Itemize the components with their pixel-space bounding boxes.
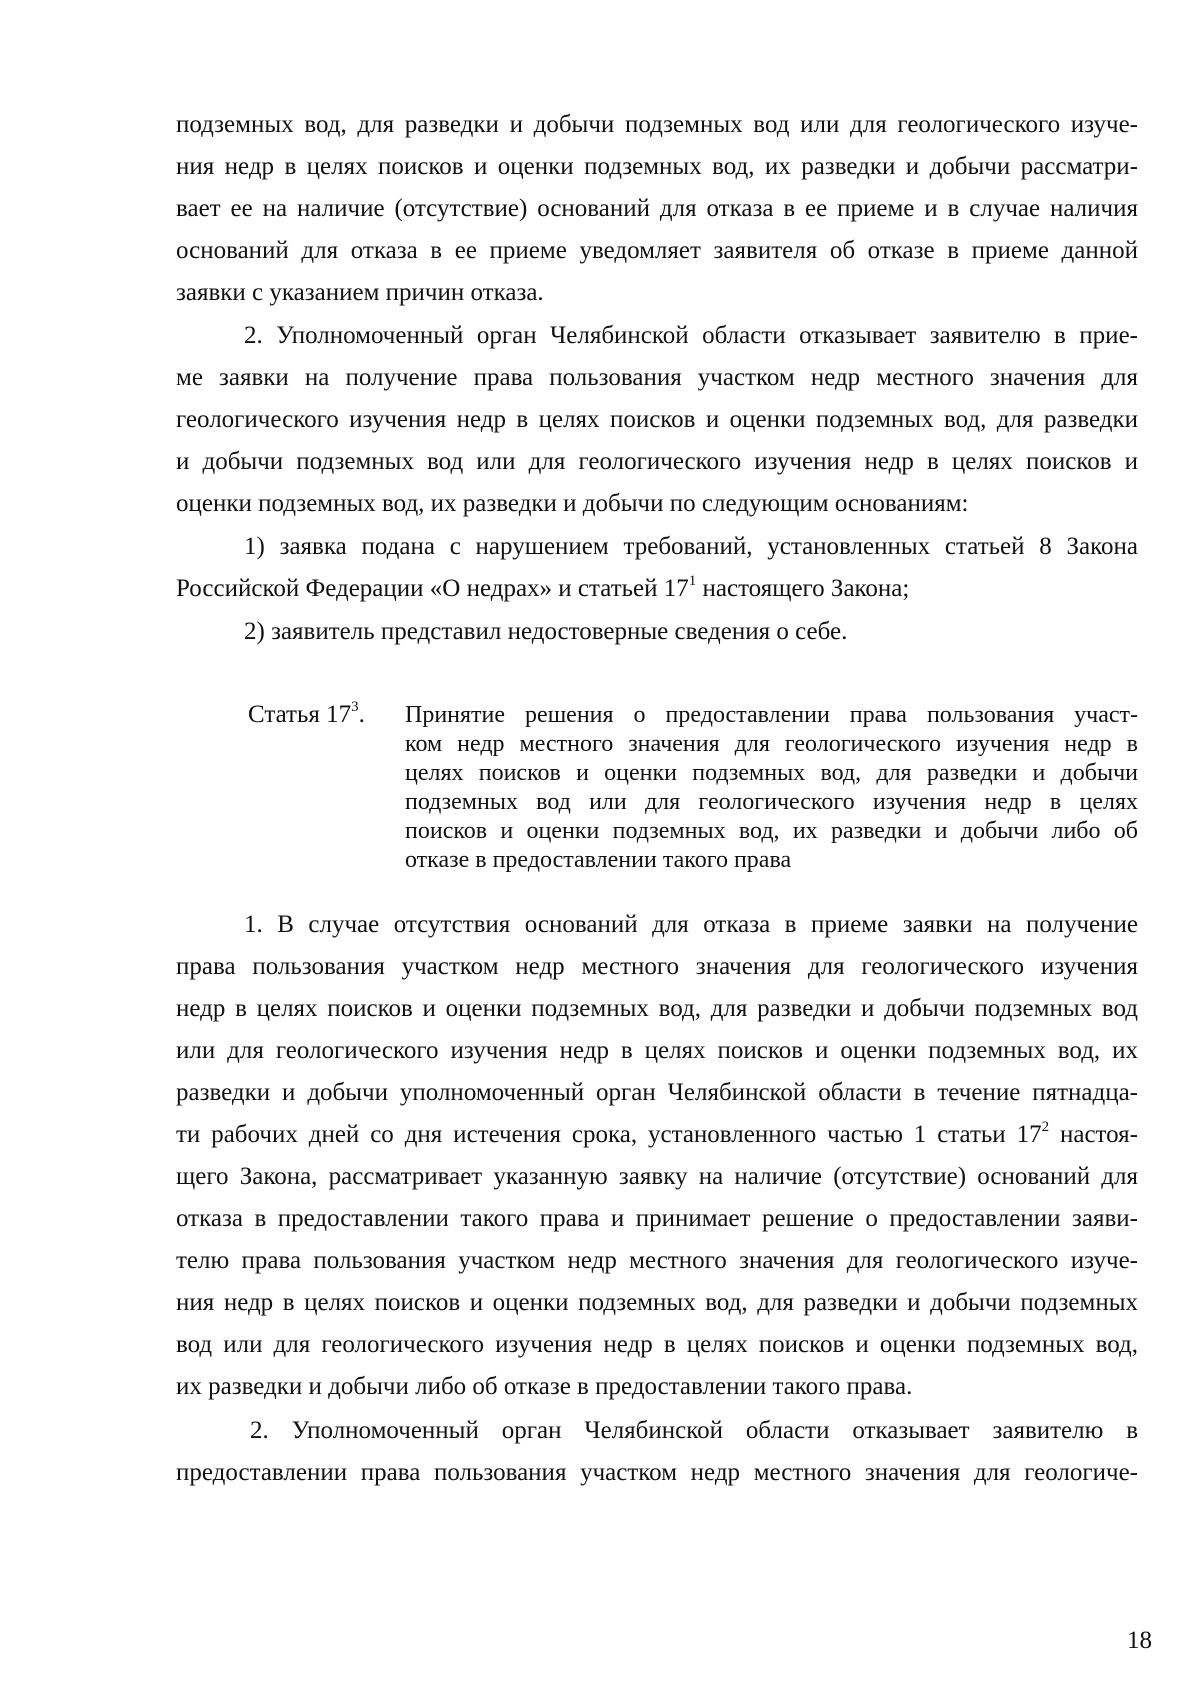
article-title-line: ком недр местного значения для геологического изучения недр в bbox=[405, 731, 1138, 757]
text-line: ния недр в целях поисков и оценки подземных вод, для разведки и добычи подземных bbox=[176, 1289, 1138, 1316]
article-label bbox=[248, 700, 365, 730]
article-title-line: Принятие решения о предоставлении права пользования участ- bbox=[405, 702, 1138, 728]
text-line: разведки и добычи уполномоченный орган Челябинской области в течение пятнадца- bbox=[176, 1079, 1138, 1106]
text-line: 2. Уполномоченный орган Челябинской области отказывает заявителю в прие- bbox=[244, 322, 1138, 349]
text-line: недр в целях поисков и оценки подземных вод, для разведки и добычи подземных вод bbox=[176, 995, 1138, 1022]
text-line bbox=[176, 1120, 1138, 1150]
text-line: щего Закона, рассматривает указанную заявку на наличие (отсутствие) оснований для bbox=[176, 1163, 1138, 1190]
list-item-1: 1) заявка подана с нарушением требований, установленных статьей 8 Закона bbox=[244, 533, 1138, 560]
text-line: заявки с указанием причин отказа. bbox=[176, 279, 544, 306]
superscript: 2 bbox=[1041, 1118, 1050, 1135]
text-line: подземных вод, для разведки и добычи подземных вод или для геологического изуче- bbox=[176, 111, 1138, 138]
text-line: 1. В случае отсутствия оснований для отказа в приеме заявки на получение bbox=[244, 911, 1138, 938]
text-line: права пользования участком недр местного значения для геологического изучения bbox=[176, 953, 1138, 980]
list-item-1-cont bbox=[176, 574, 1138, 604]
article-title-line: подземных вод или для геологического изучения недр в целях bbox=[405, 789, 1138, 815]
text-fragment: настоящего Закона; bbox=[696, 575, 910, 602]
text-line: геологического изучения недр в целях поисков и оценки подземных вод, для разведки bbox=[176, 406, 1138, 433]
text-line: 2. Уполномоченный орган Челябинской области отказывает заявителю в bbox=[250, 1417, 1138, 1444]
article-title-line: поисков и оценки подземных вод, их разведки и добычи либо об bbox=[405, 818, 1138, 844]
article-label-suffix: . bbox=[358, 701, 365, 728]
text-line: вод или для геологического изучения недр в целях поисков и оценки подземных вод, bbox=[176, 1331, 1138, 1358]
superscript: 1 bbox=[688, 572, 697, 589]
text-line: оснований для отказа в ее приеме уведомляет заявителя об отказе в приеме данной bbox=[176, 237, 1138, 264]
article-label-text: Статья 17 bbox=[248, 701, 352, 728]
text-fragment: Российской Федерации «О недрах» и статьей 17 bbox=[176, 575, 689, 602]
text-line: предоставлении права пользования участком недр местного значения для геологиче- bbox=[176, 1459, 1138, 1486]
article-title-line: целях поисков и оценки подземных вод, для разведки и добычи bbox=[405, 760, 1138, 786]
text-line: вает ее на наличие (отсутствие) оснований для отказа в ее приеме и в случае наличия bbox=[176, 195, 1138, 222]
list-item-2: 2) заявитель представил недостоверные сведения о себе. bbox=[244, 618, 848, 645]
article-title-line: отказе в предоставлении такого права bbox=[405, 847, 792, 873]
text-line: ния недр в целях поисков и оценки подземных вод, их разведки и добычи рассматри- bbox=[176, 153, 1138, 180]
text-line: и добычи подземных вод или для геологического изучения недр в целях поисков и bbox=[176, 448, 1138, 475]
text-line: ме заявки на получение права пользования участком недр местного значения для bbox=[176, 364, 1138, 391]
text-line: отказа в предоставлении такого права и принимает решение о предоставлении заяви- bbox=[176, 1205, 1138, 1232]
superscript: 3 bbox=[351, 698, 359, 715]
page-number: 18 bbox=[1127, 1627, 1152, 1654]
text-line: их разведки и добычи либо об отказе в предоставлении такого права. bbox=[176, 1373, 913, 1400]
text-line: телю права пользования участком недр местного значения для геологического изуче- bbox=[176, 1247, 1138, 1274]
text-line: оценки подземных вод, их разведки и добычи по следующим основаниям: bbox=[176, 490, 969, 517]
text-fragment: ти рабочих дней со дня истечения срока, установленного частью 1 статьи 17 bbox=[176, 1121, 1042, 1148]
text-fragment: настоя- bbox=[1049, 1121, 1138, 1148]
text-line: или для геологического изучения недр в целях поисков и оценки подземных вод, их bbox=[176, 1037, 1138, 1064]
